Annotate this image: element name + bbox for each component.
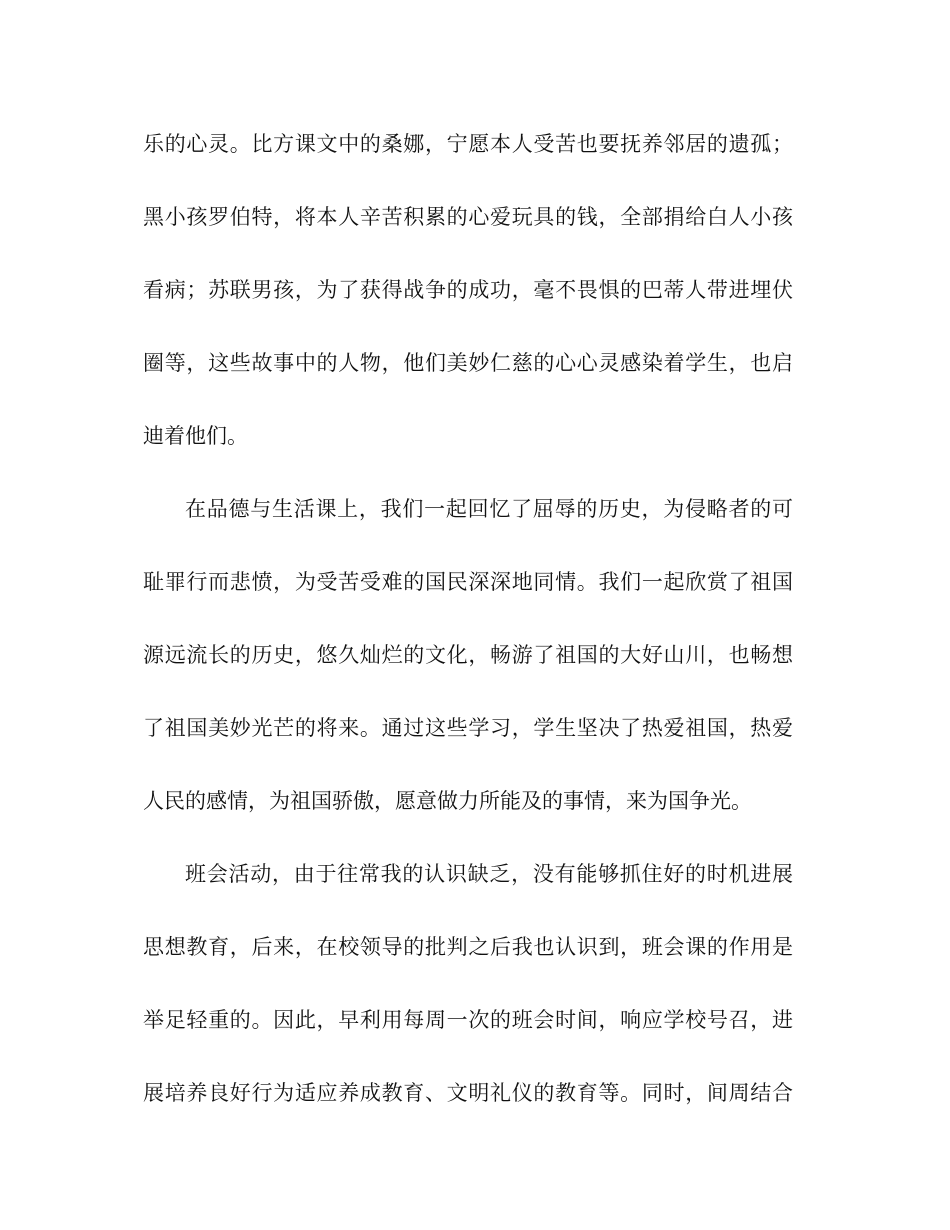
- text-line: 黑小孩罗伯特，将本人辛苦积累的心爱玩具的钱，全部捐给白人小孩: [143, 205, 793, 229]
- text-line: 思想教育，后来，在校领导的批判之后我也认识到，班会课的作用是: [143, 935, 793, 959]
- text-line: 班会活动，由于往常我的认识缺乏，没有能够抓住好的时机进展: [185, 862, 793, 886]
- text-line: 展培养良好行为适应养成教育、文明礼仪的教育等。同时，间周结合: [143, 1081, 793, 1105]
- text-line: 源远流长的历史，悠久灿烂的文化，畅游了祖国的大好山川，也畅想: [143, 643, 793, 667]
- text-line: 了祖国美妙光芒的将来。通过这些学习，学生坚决了热爱祖国，热爱: [143, 716, 793, 740]
- text-line: 在品德与生活课上，我们一起回忆了屈辱的历史，为侵略者的可: [185, 497, 793, 521]
- text-line: 耻罪行而悲愤，为受苦受难的国民深深地同情。我们一起欣赏了祖国: [143, 570, 793, 594]
- text-line: 乐的心灵。比方课文中的桑娜，宁愿本人受苦也要抚养邻居的遗孤；: [143, 132, 793, 156]
- text-line: 看病；苏联男孩，为了获得战争的成功，毫不畏惧的巴蒂人带进埋伏: [143, 278, 793, 302]
- text-line: 圈等，这些故事中的人物，他们美妙仁慈的心心灵感染着学生，也启: [143, 351, 793, 375]
- text-line: 迪着他们。: [143, 424, 248, 448]
- text-line: 人民的感情，为祖国骄傲，愿意做力所能及的事情，来为国争光。: [143, 789, 752, 813]
- text-line: 举足轻重的。因此，早利用每周一次的班会时间，响应学校号召，进: [143, 1008, 793, 1032]
